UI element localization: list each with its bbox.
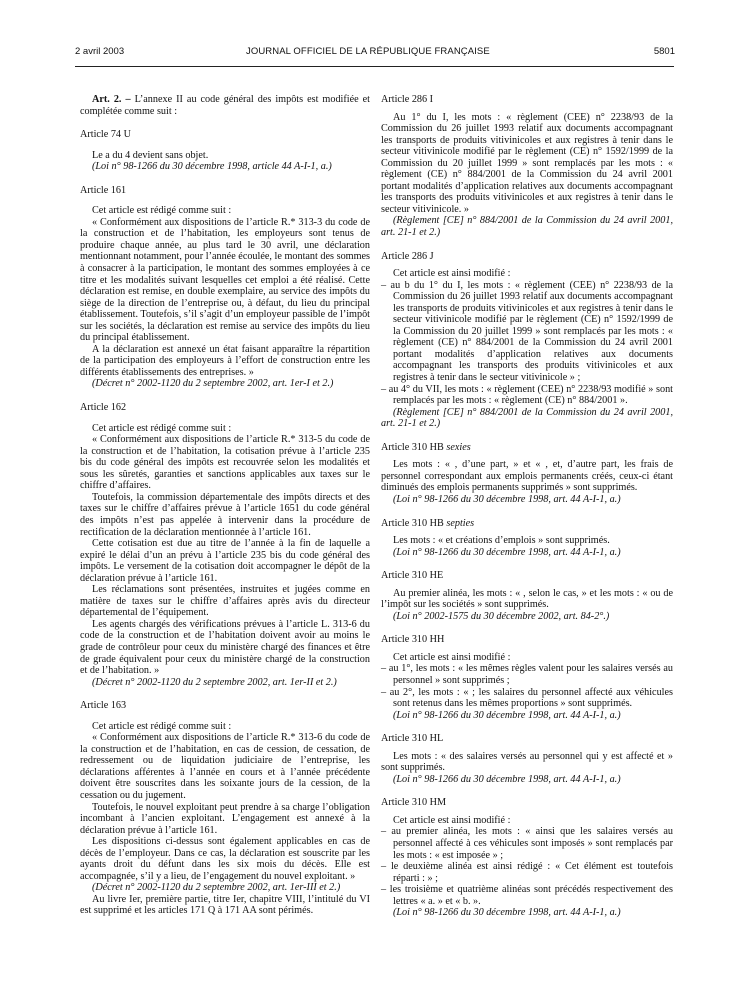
- left-column: [80, 94, 370, 917]
- article-2-label: Art. 2. –: [92, 94, 131, 105]
- article-163-reference: (Décret n° 2002-1120 du 2 septembre 2002, art. 1er-III et 2.): [92, 882, 341, 894]
- article-310hl-reference: (Loi n° 98-1266 du 30 décembre 1998, art. 44 A-I-1, a.): [393, 773, 621, 785]
- header-date: 2 avril 2003: [75, 46, 125, 57]
- article-310hh-item-1: – au 1°, les mots : « les mêmes règles valent pour les salaires versés au personnel » sont supprimés ;: [381, 663, 673, 686]
- article-310hb-sexies-reference: (Loi n° 98-1266 du 30 décembre 1998, art. 44 A-I-1, a.): [393, 493, 621, 505]
- article-162-para-5: Les agents chargés des vérifications prévues à l’article L. 313-6 du code de la construction et de l’habitation doivent avoir au moins le grade de contrôleur pour ceux du ministère chargé des finances et être de grade équivalent pour ceux du ministère chargé de la construction et de l’habitation. »: [80, 618, 370, 677]
- article-310hh-title: Article 310 HH: [381, 634, 445, 646]
- article-162-reference: (Décret n° 2002-1120 du 2 septembre 2002, art. 1er-II et 2.): [92, 676, 337, 688]
- article-310hb-sexies-title-main: Article 310 HB: [381, 441, 447, 453]
- article-310hm-reference: (Loi n° 98-1266 du 30 décembre 1998, art. 44 A-I-1, a.): [393, 907, 621, 919]
- article-286j-item-1: – au b du 1° du I, les mots : « règlement (CEE) n° 2238/93 de la Commission du 26 juillet 1993 relatif aux documents accompagnant les transports de produits vitivinicoles et aux registres à tenir dans le secteur vitivinicole modifié par le règlement (CE) n° 1592/1999 de la Commission du 20 juillet 1999 » sont remplacés par les mots : « règlement (CE) n° 884/2001 de la Commission du 24 avril 2001 portant modalités d’application relatives aux documents accompagnant les transports des produits vitivinicoles et aux registres à tenir dans le secteur vitivinicole » ;: [381, 279, 673, 384]
- article-310hh-item-2: – au 2°, les mots : « ; les salaires du personnel affecté aux véhicules sont retenus dans les mêmes proportions » sont supprimés.: [381, 686, 673, 710]
- article-161-para-1: « Conformément aux dispositions de l’article R.* 313-3 du code de la construction et de l’habitation, les employeurs sont tenus de produire chaque année, au plus tard le 30 avril, une déclaration mentionnant notamment, pour l’année écoulée, le montant des sommes à consacrer à la participation, le montant des sommes employées à ce titre et les modalités suivant lesquelles cet emploi a été réalisé. Cette déclaration est remise, en double exemplaire, au service des impôts du siège de la direction de l’entreprise ou, à défaut, du lieu du principal établissement. Toutefois, s’il s’agit d’un employeur passible de l’impôt sur les sociétés, la déclaration est remise au service des impôts du lieu du principal établissement.: [80, 216, 370, 344]
- article-74u-title: Article 74 U: [80, 129, 131, 141]
- article-310hh-reference: (Loi n° 98-1266 du 30 décembre 1998, art. 44 A-I-1, a.): [393, 709, 621, 721]
- article-74u-reference: (Loi n° 98-1266 du 30 décembre 1998, article 44 A-I-1, a.): [92, 161, 332, 173]
- article-310hb-sexies-title: [381, 442, 673, 454]
- article-162-title: Article 162: [80, 402, 127, 414]
- header-journal-title: JOURNAL OFFICIEL DE LA RÉPUBLIQUE FRANÇAISE: [246, 46, 490, 57]
- article-286i-title: Article 286 I: [381, 94, 434, 105]
- header-page-number: 5801: [653, 46, 675, 57]
- article-163-para-2: Toutefois, le nouvel exploitant peut prendre à sa charge l’obligation incombant à l’ancien exploitant. L’engagement est annexé à la déclaration prévue à l’article 161.: [80, 801, 370, 836]
- article-161-intro: Cet article est rédigé comme suit :: [92, 205, 232, 217]
- article-74u-text: Le a du 4 devient sans objet.: [92, 149, 209, 161]
- page-header: [0, 46, 748, 62]
- article-163-intro: Cet article est rédigé comme suit :: [92, 720, 232, 732]
- article-310hh-intro: Cet article est ainsi modifié :: [393, 651, 511, 663]
- article-286i-reference: (Règlement [CE] n° 884/2001 de la Commission du 24 avril 2001, art. 21-1 et 2.): [381, 215, 673, 239]
- article-310hb-sexies-title-suffix: sexies: [446, 441, 471, 453]
- article-162-intro: Cet article est rédigé comme suit :: [92, 422, 232, 434]
- article-286j-intro: Cet article est ainsi modifié :: [393, 268, 511, 280]
- right-column: [381, 94, 673, 919]
- article-162-para-2: Toutefois, la commission départementale des impôts directs et des taxes sur le chiffre d’affaires prévue à l’article 1651 du code général des impôts n’est pas appelée à intervenir dans la procédure de rectification de la déclaration mentionnée à l’article 161.: [80, 491, 370, 538]
- article-310hl-text: Les mots : « des salaires versés au personnel qui y est affecté et » sont supprimés.: [381, 750, 673, 774]
- article-2-intro-text: L’annexe II au code général des impôts est modifiée et complétée comme suit :: [80, 94, 370, 117]
- article-162-para-1: « Conformément aux dispositions de l’article R.* 313-5 du code de la construction et de l’habitation, la cotisation prévue à l’article 235 bis du code général des impôts est recouvrée selon les modalités et sous les sûretés, garanties et sanctions applicables aux taxes sur le chiffre d’affaires.: [80, 434, 370, 492]
- article-310hl-title: Article 310 HL: [381, 733, 444, 745]
- article-163-title: Article 163: [80, 700, 127, 712]
- article-163-para-3: Les dispositions ci-dessus sont également applicables en cas de décès de l’employeur. Dans ce cas, la déclaration est souscrite par les ayants droit du défunt dans les six mois du décès. Elle est accompagnée, s’il y a lieu, de l’engagement du nouvel exploitant. »: [80, 836, 370, 882]
- article-286j-title: Article 286 J: [381, 250, 434, 262]
- article-162-para-3: Cette cotisation est due au titre de l’année à la fin de laquelle a expiré le délai d’un an prévu à l’article 235 bis du code général des impôts. Le versement de la cotisation doit accompagner le dépôt de la déclaration prévue à l’article 161.: [80, 538, 370, 584]
- article-310hb-septies-reference: (Loi n° 98-1266 du 30 décembre 1998, art. 44 A-I-1, a.): [393, 546, 621, 558]
- article-162-para-4: Les réclamations sont présentées, instruites et jugées comme en matière de taxes sur le chiffre d’affaires après avis du directeur départemental de l’équipement.: [80, 584, 370, 619]
- header-rule: [75, 66, 674, 67]
- article-310hb-septies-title: [381, 518, 673, 530]
- article-310hb-septies-title-suffix: septies: [446, 517, 475, 529]
- article-310he-reference: (Loi n° 2002-1575 du 30 décembre 2002, art. 84-2°.): [393, 610, 610, 622]
- article-310he-text: Au premier alinéa, les mots : « , selon le cas, » et les mots : « ou de l’impôt sur les sociétés » sont supprimés.: [381, 587, 673, 611]
- article-310hb-septies-text: Les mots : « et créations d’emplois » sont supprimés.: [393, 535, 610, 547]
- article-161-para-2: A la déclaration est annexé un état faisant apparaître la répartition de la participation des employeurs à l’effort de construction entre les différents établissements des entreprises. »: [80, 343, 370, 378]
- article-310hb-sexies-text: Les mots : « , d’une part, » et « , et, d’autre part, les frais de personnel correspondant aux emplois permanents créés, ceux-ci étant diminués des emplois permanents supprimés » sont supprimés.: [381, 459, 673, 494]
- article-310hm-item-1: – au premier alinéa, les mots : « ainsi que les salaires versés au personnel affecté à ces véhicules sont imposés » sont remplacés par les mots : « est imposée » ;: [381, 826, 673, 861]
- article-310hm-item-3: – les troisième et quatrième alinéas sont précédés respectivement des lettres « a. » et « b. ».: [381, 884, 673, 907]
- closing-paragraph: Au livre Ier, première partie, titre Ier, chapitre VIII, l’intitulé du VI est supprimé et les articles 171 Q à 171 AA sont périmés.: [80, 893, 370, 917]
- article-286i-text: Au 1° du I, les mots : « règlement (CEE) n° 2238/93 de la Commission du 26 juillet 1993 relatif aux documents accompagnant les transports de produits vitivinicoles et aux registres à tenir dans le secteur vitivinicole modifié par le règlement (CE) n° 1592/1999 de la Commission du 20 juillet 1999 » sont remplacés par les mots : « règlement (CE) n° 884/2001 de la Commission du 24 avril 2001 portant modalités d’application relatives aux documents accompagnant les transports des produits vitivinicoles et aux registres à tenir dans le secteur vitivinicole. »: [381, 111, 673, 215]
- article-310hb-septies-title-main: Article 310 HB: [381, 517, 447, 529]
- article-310hm-item-2: – le deuxième alinéa est ainsi rédigé : « Cet élément est toutefois réparti : » ;: [381, 861, 673, 884]
- article-163-para-1: « Conformément aux dispositions de l’article R.* 313-6 du code de la construction et de l’habitation, en cas de cession, de cessation, de redressement ou de liquidation judiciaire de l’entreprise, les déclarations afférentes à l’année en cours et à l’année précédente doivent être souscrites dans les soixante jours de la cession, de la cessation ou du jugement.: [80, 732, 370, 801]
- article-310he-title: Article 310 HE: [381, 570, 444, 582]
- article-2-intro: [80, 94, 370, 117]
- article-286j-reference: (Règlement [CE] n° 884/2001 de la Commission du 24 avril 2001, art. 21-1 et 2.): [381, 406, 673, 430]
- article-310hm-intro: Cet article est ainsi modifié :: [393, 814, 511, 826]
- article-161-title: Article 161: [80, 184, 127, 196]
- article-161-reference: (Décret n° 2002-1120 du 2 septembre 2002, art. 1er-I et 2.): [92, 378, 334, 390]
- article-286j-item-2: – au 4° du VII, les mots : « règlement (CEE) n° 2238/93 modifié » sont remplacés par les mots : « règlement (CE) n° 884/2001 ».: [381, 383, 673, 407]
- article-310hm-title: Article 310 HM: [381, 797, 447, 809]
